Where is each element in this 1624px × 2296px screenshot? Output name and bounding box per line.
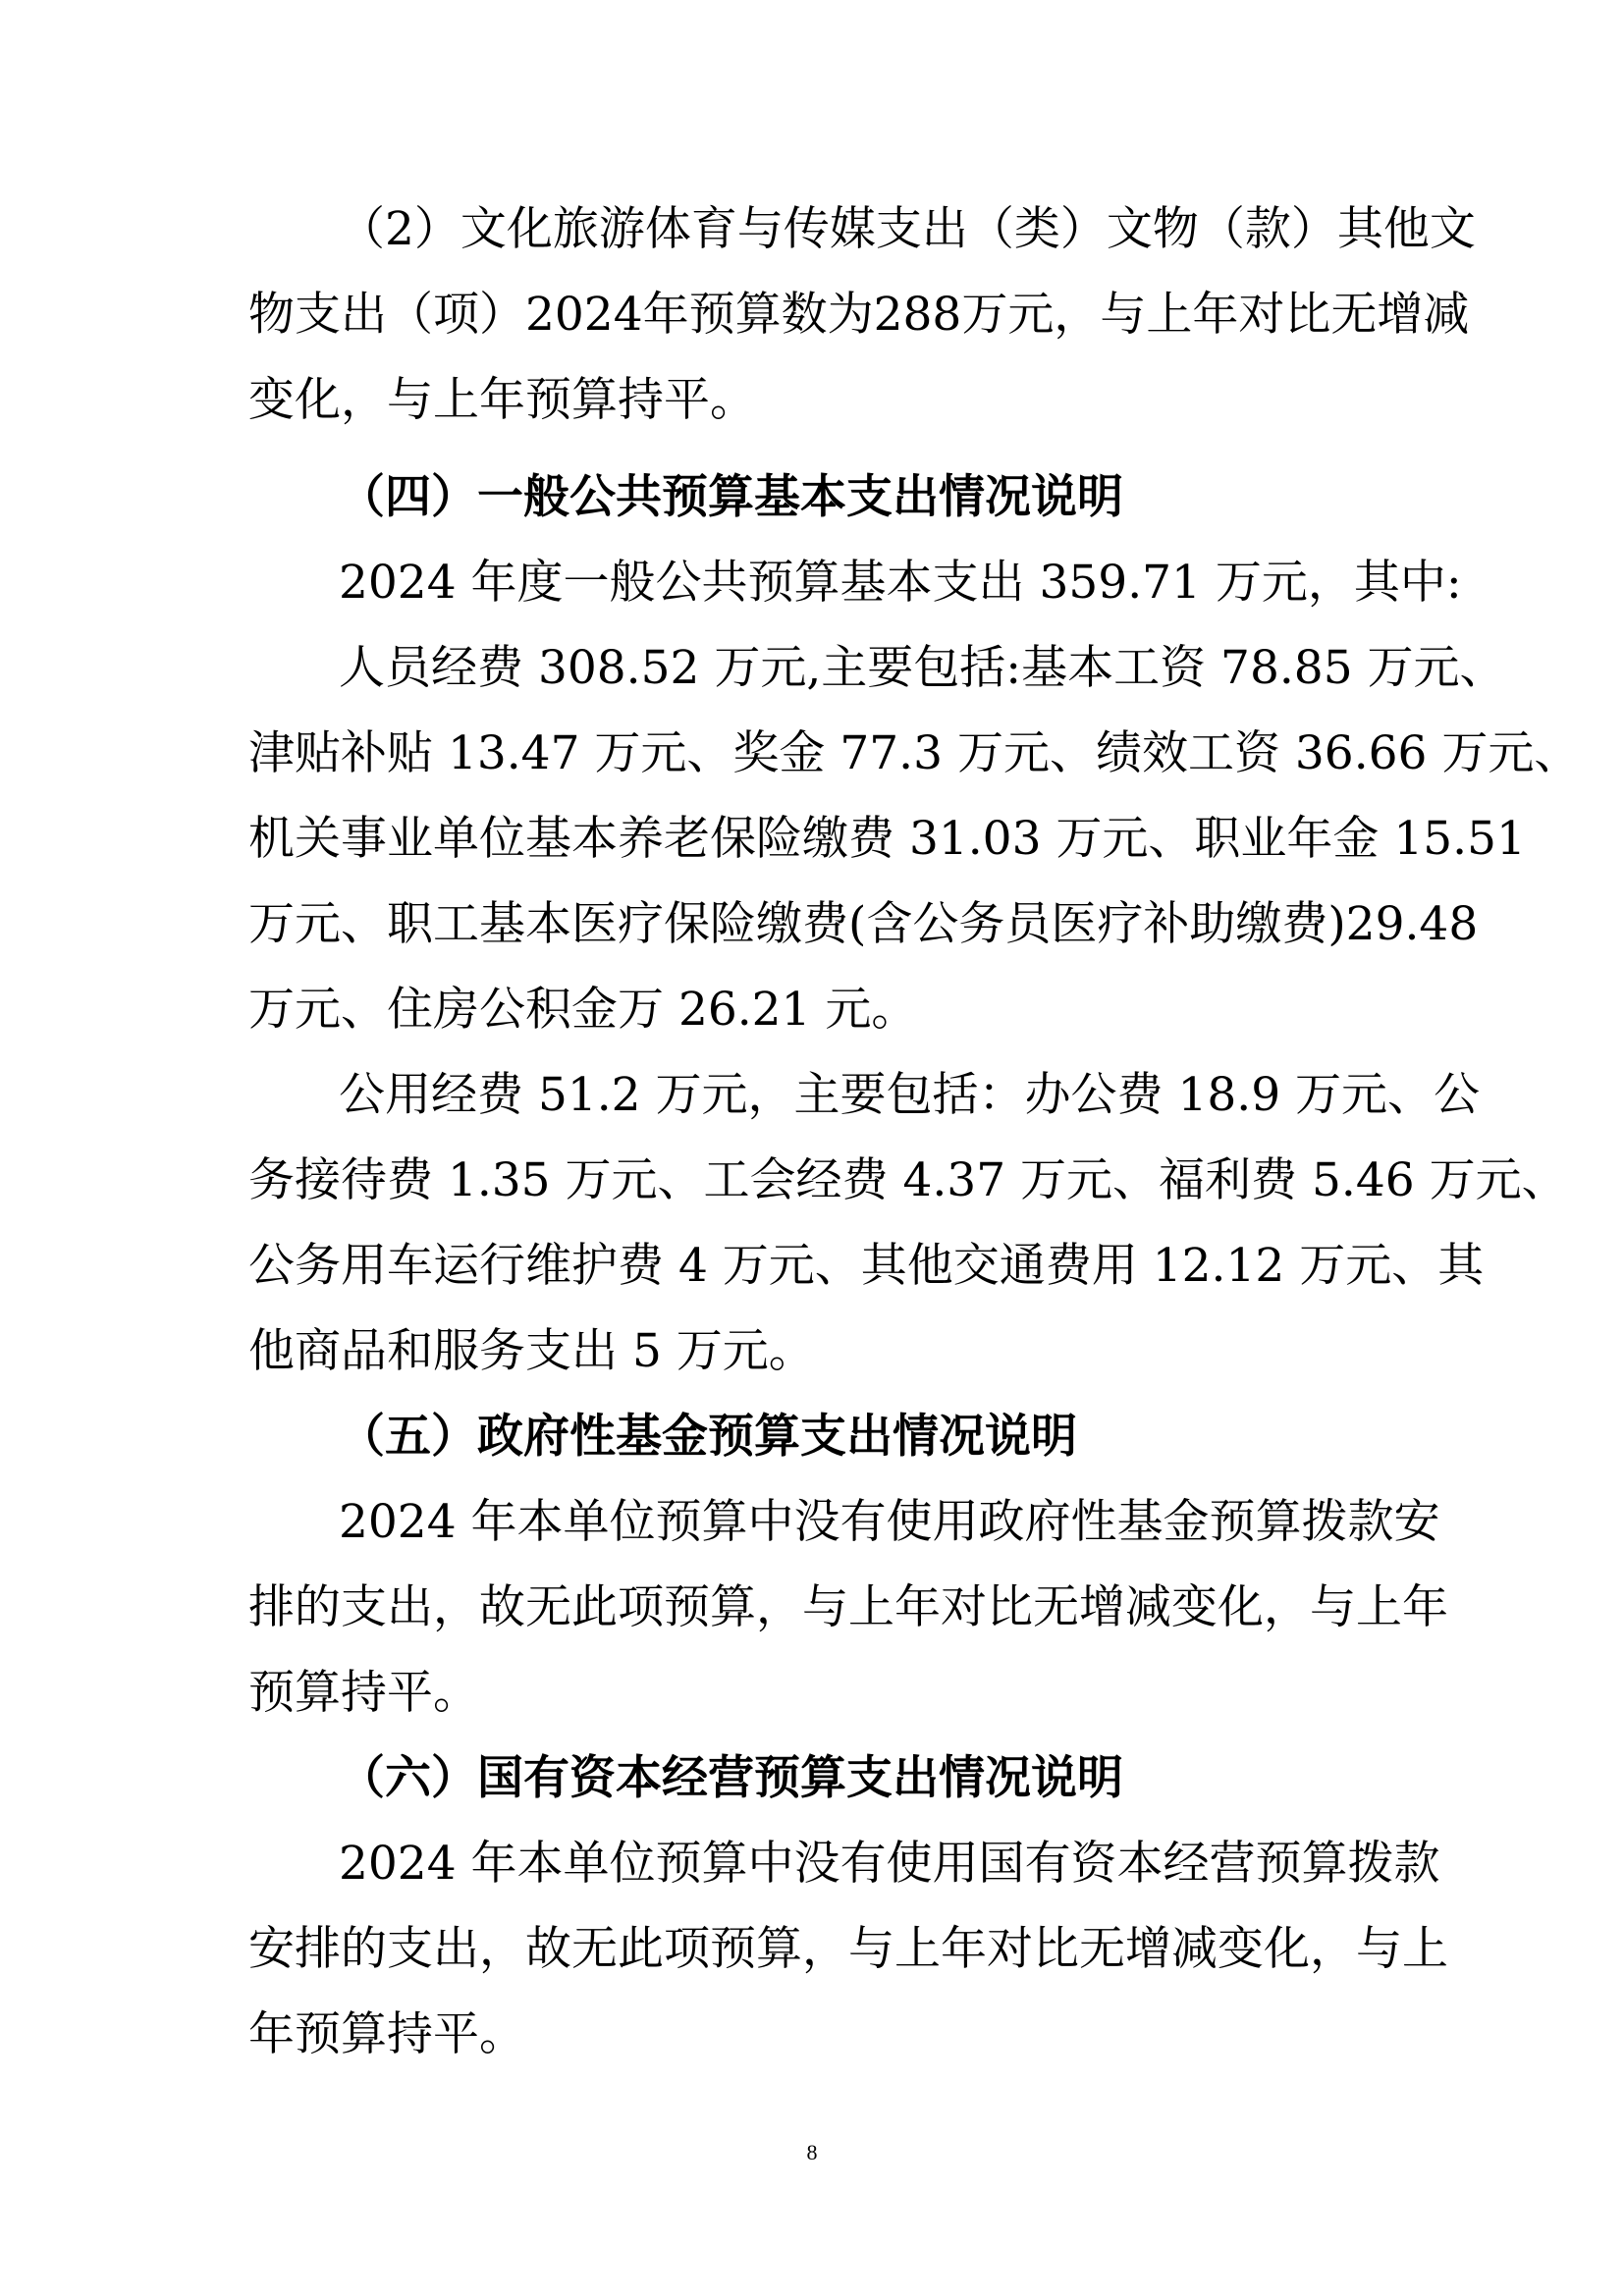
- section4-summary: 2024 年度一般公共预算基本支出 359.71 万元，其中:: [339, 556, 1462, 610]
- section5-line-2: 排的支出，故无此项预算，与上年对比无增减变化，与上年: [248, 1580, 1448, 1634]
- personnel-line-4: 万元、职工基本医疗保险缴费(含公务员医疗补助缴费)29.48: [248, 897, 1479, 951]
- personnel-line-3: 机关事业单位基本养老保险缴费 31.03 万元、职业年金 15.51: [248, 812, 1526, 866]
- section5-line-3: 预算持平。: [248, 1666, 479, 1720]
- personnel-line-1: 人员经费 308.52 万元,主要包括:基本工资 78.85 万元、: [339, 641, 1506, 695]
- section4-heading: （四）一般公共预算基本支出情况说明: [339, 470, 1123, 524]
- section6-line-1: 2024 年本单位预算中没有使用国有资本经营预算拨款: [339, 1837, 1440, 1891]
- section6-line-3: 年预算持平。: [248, 2007, 525, 2061]
- public-line-2: 务接待费 1.35 万元、工会经费 4.37 万元、福利费 5.46 万元、: [248, 1153, 1568, 1207]
- personnel-line-2: 津贴补贴 13.47 万元、奖金 77.3 万元、绩效工资 36.66 万元、: [248, 726, 1581, 780]
- public-line-1: 公用经费 51.2 万元，主要包括：办公费 18.9 万元、公: [339, 1068, 1481, 1122]
- page-number: 8: [806, 2140, 818, 2164]
- section5-heading: （五）政府性基金预算支出情况说明: [339, 1410, 1077, 1464]
- section5-line-1: 2024 年本单位预算中没有使用政府性基金预算拨款安: [339, 1495, 1440, 1549]
- public-line-4: 他商品和服务支出 5 万元。: [248, 1324, 815, 1378]
- item2-line-3: 变化，与上年预算持平。: [248, 373, 756, 427]
- item2-line-1: （2）文化旅游体育与传媒支出（类）文物（款）其他文: [339, 202, 1476, 256]
- section6-line-2: 安排的支出，故无此项预算，与上年对比无增减变化，与上: [248, 1922, 1448, 1976]
- personnel-line-5: 万元、住房公积金万 26.21 元。: [248, 983, 918, 1037]
- section6-heading: （六）国有资本经营预算支出情况说明: [339, 1751, 1123, 1805]
- item2-line-2: 物支出（项）2024年预算数为288万元，与上年对比无增减: [248, 288, 1470, 342]
- public-line-3: 公务用车运行维护费 4 万元、其他交通费用 12.12 万元、其: [248, 1239, 1485, 1293]
